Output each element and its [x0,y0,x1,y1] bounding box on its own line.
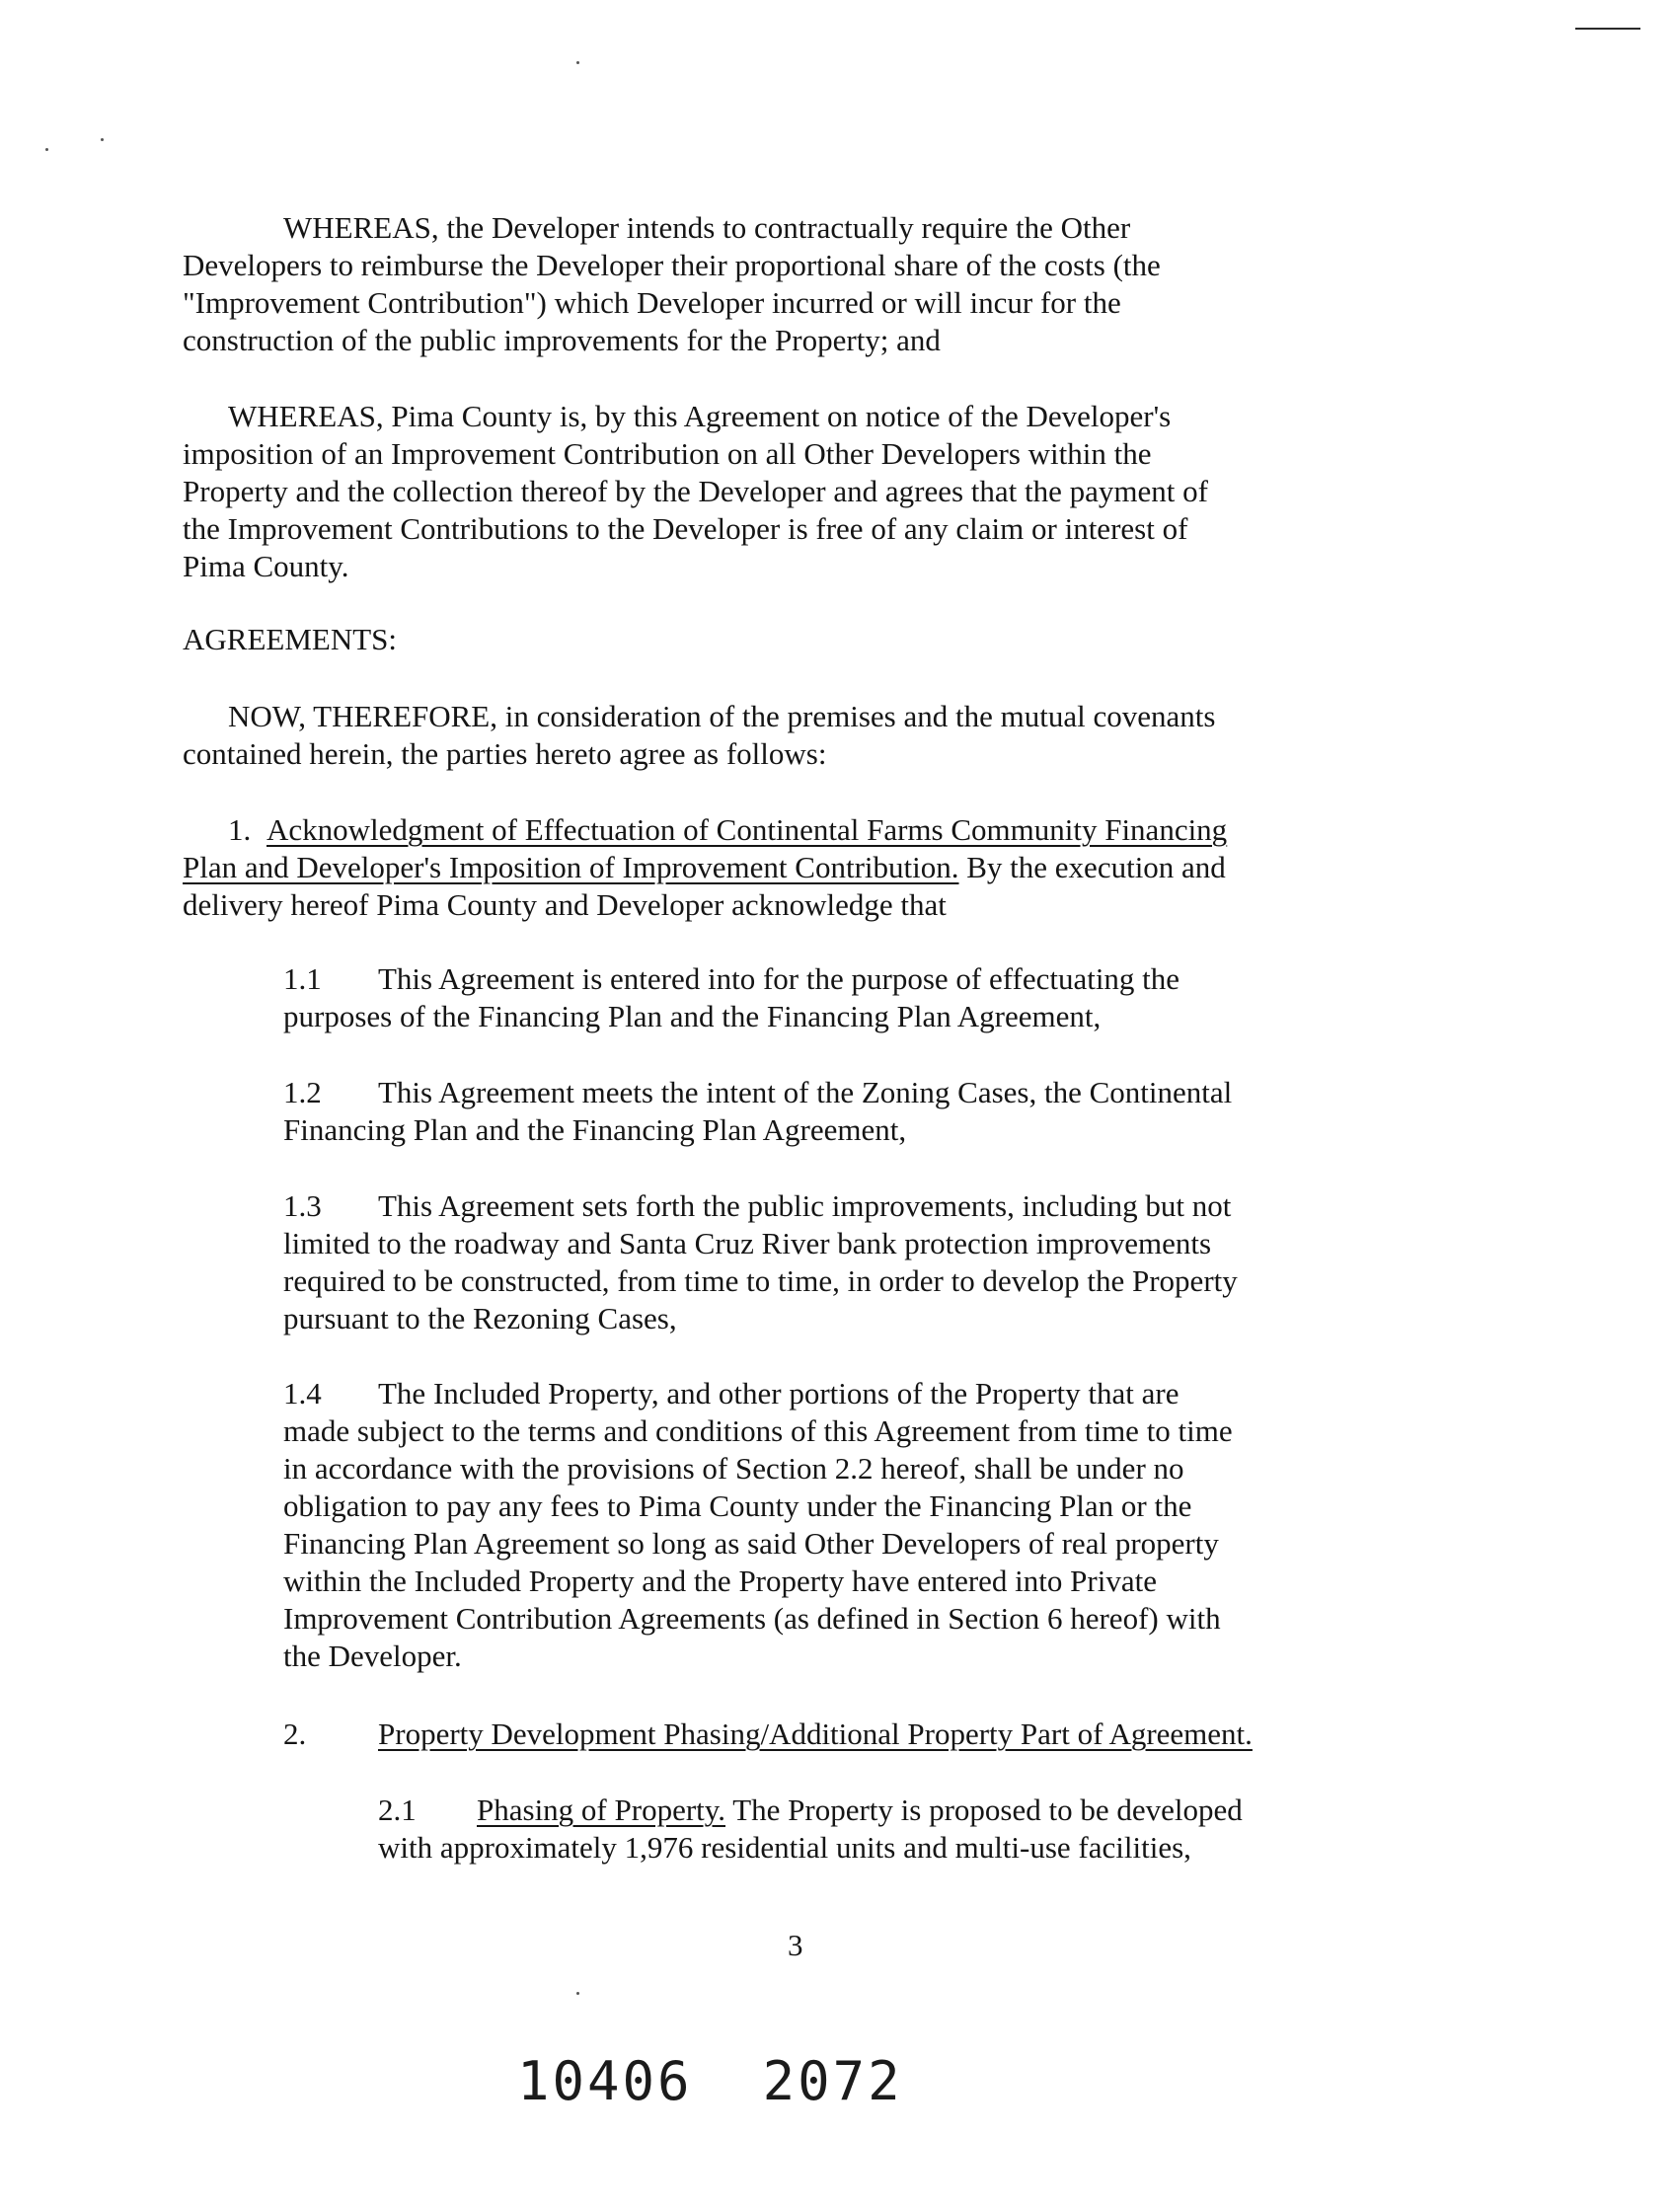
text-line [283,960,1179,998]
section-title: Plan and Developer's Imposition of Improvement Contribution. [183,850,959,884]
scan-speck [576,1992,579,1995]
text-line: "Improvement Contribution") which Developer incurred or will incur for the [183,285,1121,320]
text-line: in accordance with the provisions of Section 2.2 hereof, shall be under no [283,1451,1184,1486]
text-line: limited to the roadway and Santa Cruz River bank protection improvements [283,1226,1212,1260]
subsection-number: 1.4 [283,1376,322,1411]
text-line: pursuant to the Rezoning Cases, [283,1301,677,1335]
subsection-1-1 [283,960,1179,1035]
text-run: By the execution and [958,850,1226,884]
text-line: Financing Plan Agreement so long as said Other Developers of real property [283,1526,1219,1561]
subsection-number: 2.1 [378,1792,417,1827]
section-1-paragraph [183,811,1227,924]
section-title: Property Development Phasing/Additional Property Part of Agreement. [378,1716,1253,1751]
subsection-1-2 [283,1074,1232,1149]
section-title: Acknowledgment of Effectuation of Continental Farms Community Financing [266,812,1228,847]
text-line: Financing Plan and the Financing Plan Agreement, [283,1112,907,1147]
text-line [183,849,1227,886]
text-line: delivery hereof Pima County and Developer acknowledge that [183,887,947,922]
text-line: WHEREAS, Pima County is, by this Agreement on notice of the Developer's [228,399,1172,433]
text-line: imposition of an Improvement Contribution on all Other Developers within the [183,436,1152,471]
text-line: within the Included Property and the Property have entered into Private [283,1564,1157,1598]
scan-mark [1575,28,1640,30]
text-run: The Property is proposed to be developed [725,1792,1243,1827]
recital-paragraph-1 [183,209,1161,359]
subsection-number: 1.2 [283,1075,322,1109]
text-line [378,1792,1243,1829]
text-line [183,811,1227,849]
text-line: Property and the collection thereof by the Developer and agrees that the payment of [183,474,1208,508]
recording-stamp-number: 10406 2072 [517,2050,903,2112]
text-line [283,1375,1233,1412]
section-number: 2. [283,1716,307,1751]
text-line: the Improvement Contributions to the Developer is free of any claim or interest of [183,511,1188,546]
subsection-1-4 [283,1375,1233,1675]
subsection-number: 1.1 [283,961,322,996]
section-heading: AGREEMENTS: [183,622,397,656]
subsection-title: Phasing of Property. [477,1792,725,1827]
now-therefore-paragraph [183,698,1215,773]
scan-speck [45,148,48,151]
text-line: obligation to pay any fees to Pima County under the Financing Plan or the [283,1488,1192,1523]
text-line: Developers to reimburse the Developer their proportional share of the costs (the [183,248,1161,282]
text-line: purposes of the Financing Plan and the Financing Plan Agreement, [283,999,1102,1033]
subsection-1-3 [283,1187,1238,1337]
text-run: This Agreement meets the intent of the Zoning Cases, the Continental [378,1075,1233,1109]
section-number: 1. [228,812,252,847]
text-run: The Included Property, and other portions of the Property that are [378,1376,1179,1411]
text-line: Improvement Contribution Agreements (as defined in Section 6 hereof) with [283,1601,1221,1636]
text-line: WHEREAS, the Developer intends to contractually require the Other [283,210,1131,245]
scan-speck [101,138,104,141]
text-line: contained herein, the parties hereto agree as follows: [183,736,827,771]
text-line: Pima County. [183,549,349,583]
recital-paragraph-2 [183,398,1208,585]
subsection-2-1 [378,1792,1243,1867]
text-line: the Developer. [283,1639,462,1673]
text-line: NOW, THEREFORE, in consideration of the premises and the mutual covenants [228,699,1216,733]
text-line: with approximately 1,976 residential units and multi-use facilities, [378,1830,1191,1865]
page-number: 3 [788,1928,803,1962]
section-2-heading [283,1716,1253,1753]
text-line [283,1074,1232,1111]
text-line: required to be constructed, from time to time, in order to develop the Property [283,1263,1238,1298]
text-line: made subject to the terms and conditions of this Agreement from time to time [283,1413,1233,1448]
text-run: This Agreement sets forth the public improvements, including but not [378,1188,1232,1223]
text-line [283,1187,1238,1225]
text-run: This Agreement is entered into for the purpose of effectuating the [378,961,1180,996]
subsection-number: 1.3 [283,1188,322,1223]
scan-speck [576,61,579,64]
text-line: construction of the public improvements for the Property; and [183,323,941,357]
